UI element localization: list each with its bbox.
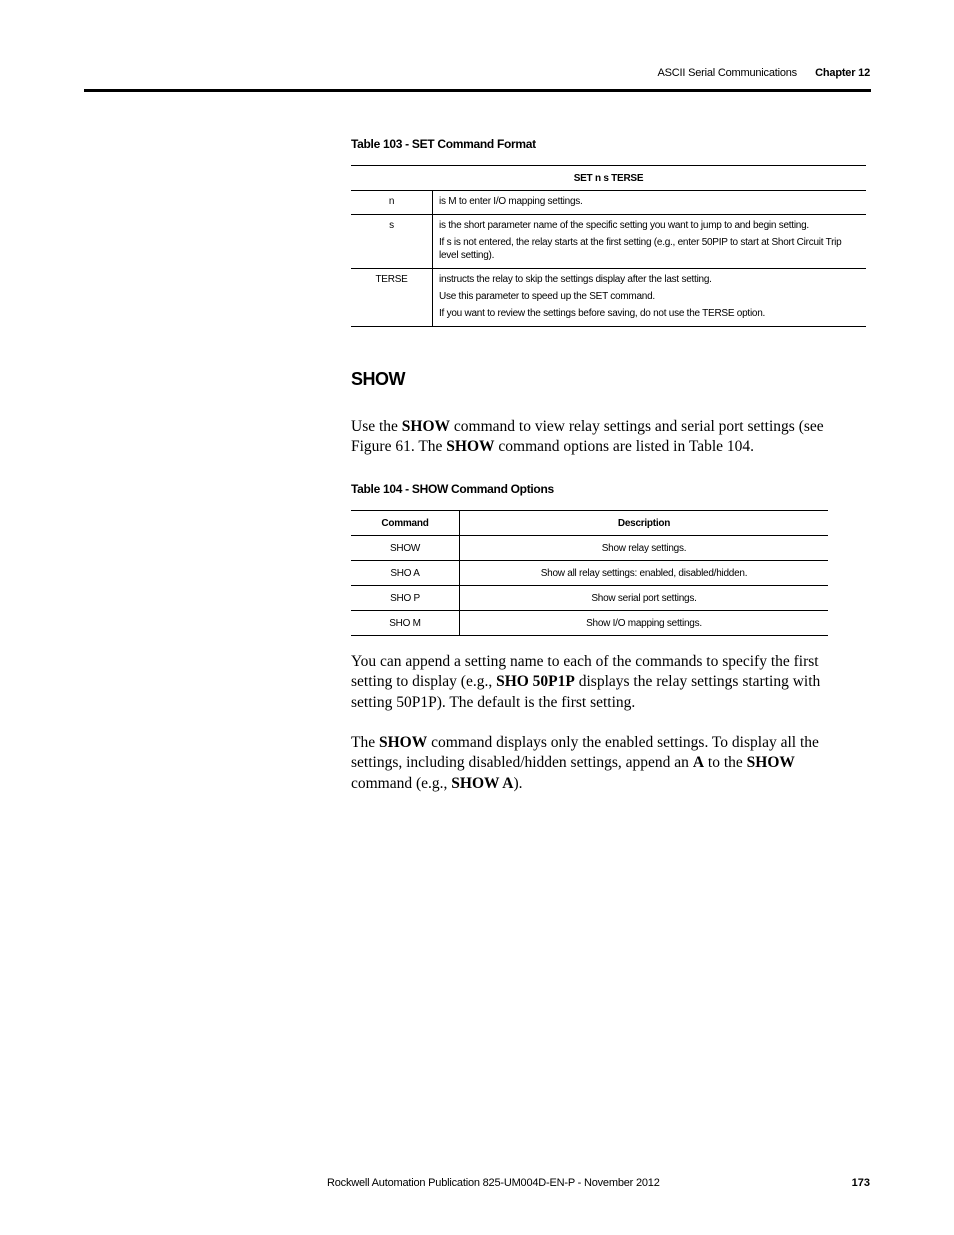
description-line: If you want to review the settings before saving, do not use the TERSE option. [439, 308, 766, 319]
param-name: n [351, 191, 433, 215]
section-heading: SHOW [351, 369, 405, 389]
table-104-caption: Table 104 - SHOW Command Options [351, 482, 554, 496]
command-name: SHOW A [451, 774, 514, 792]
table-row [351, 561, 828, 586]
header-rule [84, 89, 871, 92]
body-paragraph-2 [351, 652, 851, 713]
page-number: 173 [851, 1177, 870, 1189]
command-cell: SHO M [351, 611, 460, 636]
table-row [351, 536, 828, 561]
text-run: ). [513, 774, 523, 792]
table-103-heading: SET n s TERSE [351, 166, 866, 191]
param-description [433, 215, 867, 269]
param-name: TERSE [351, 269, 433, 327]
body-paragraph-1 [351, 417, 851, 458]
text-run: The [351, 734, 379, 751]
param-description [433, 269, 867, 327]
text-run: command to view relay settings and serial port settings (see Figure 61. The [351, 418, 824, 456]
command-name: SHO 50P1P [496, 673, 575, 691]
table-row [351, 215, 866, 269]
column-header-command: Command [351, 511, 460, 536]
command-name: SHOW [446, 438, 495, 456]
param-name: s [351, 215, 433, 269]
command-name: SHOW [746, 754, 795, 772]
text-run: command options are listed in Table 104. [494, 438, 755, 456]
footer-publication: Rockwell Automation Publication 825-UM004D-EN-P - November 2012 [327, 1177, 660, 1189]
description-cell: Show relay settings. [460, 536, 829, 561]
description-line: is M to enter I/O mapping settings. [439, 196, 583, 207]
body-paragraph-3 [351, 733, 851, 794]
description-cell: Show I/O mapping settings. [460, 611, 829, 636]
text-run: command displays only the enabled settings. To display all the settings, including disabled/hidden settings, append an [351, 734, 819, 772]
command-name: A [692, 754, 705, 772]
text-run: command (e.g., [351, 774, 452, 792]
description-cell: Show all relay settings: enabled, disabled/hidden. [460, 561, 829, 586]
command-cell: SHO A [351, 561, 460, 586]
command-name: SHOW [378, 734, 428, 751]
text-run: Use the [351, 418, 402, 435]
text-run: to the [704, 754, 747, 772]
text-run: displays the relay settings starting with setting 50P1P). The default is the first setting. [351, 673, 821, 711]
table-header-row [351, 166, 866, 191]
description-line: instructs the relay to skip the settings display after the last setting. [439, 274, 712, 285]
header-chapter: Chapter 12 [815, 67, 870, 79]
description-cell: Show serial port settings. [460, 586, 829, 611]
column-header-description: Description [460, 511, 829, 536]
table-row [351, 586, 828, 611]
text-run: You can append a setting name to each of the commands to specify the first setting to display (e.g., [351, 653, 819, 691]
header-section-title: ASCII Serial Communications [657, 67, 797, 79]
table-103-caption: Table 103 - SET Command Format [351, 137, 536, 151]
table-header-row [351, 511, 828, 536]
command-cell: SHO P [351, 586, 460, 611]
param-description [433, 191, 867, 215]
description-line: If s is not entered, the relay starts at the first setting (e.g., enter 50PIP to start at Short Circuit Trip level setting). [439, 237, 842, 261]
command-cell: SHOW [351, 536, 460, 561]
table-row [351, 191, 866, 215]
table-row [351, 269, 866, 327]
description-line: is the short parameter name of the specific setting you want to jump to and begin setting. [439, 220, 809, 231]
table-104 [351, 510, 828, 636]
table-103 [351, 165, 866, 327]
command-name: SHOW [401, 418, 451, 435]
table-row [351, 611, 828, 636]
description-line: Use this parameter to speed up the SET command. [439, 291, 655, 302]
